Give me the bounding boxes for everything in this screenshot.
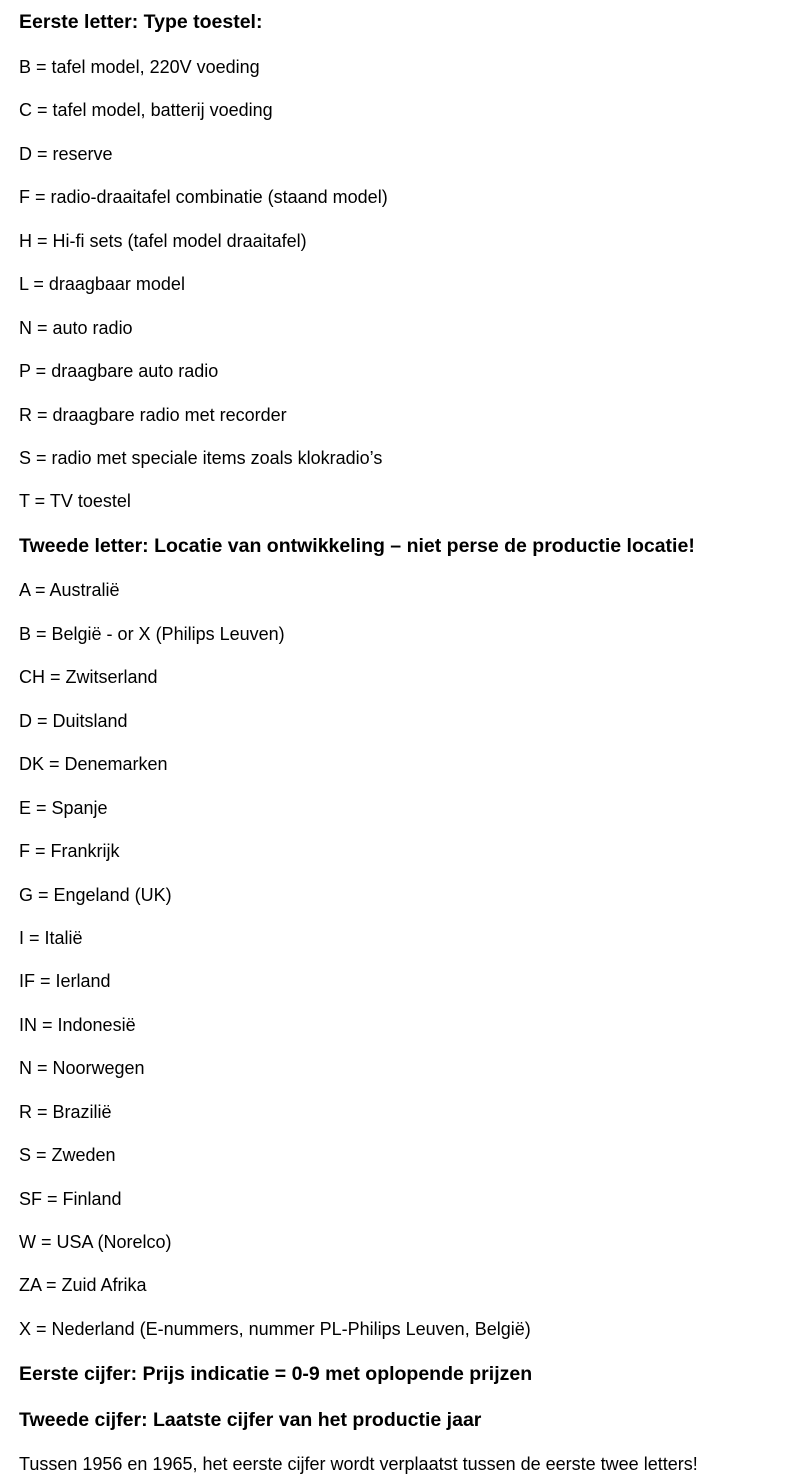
- list-item: R = draagbare radio met recorder: [19, 405, 287, 425]
- section-heading-eerste-cijfer: Eerste cijfer: Prijs indicatie = 0-9 met oplopende prijzen: [19, 1363, 533, 1385]
- list-item: H = Hi-fi sets (tafel model draaitafel): [19, 231, 307, 251]
- list-item: E = Spanje: [19, 798, 108, 818]
- section-heading-type-toestel: Eerste letter: Type toestel:: [19, 11, 263, 33]
- list-item: B = België - or X (Philips Leuven): [19, 624, 285, 644]
- list-item: F = radio-draaitafel combinatie (staand model): [19, 187, 388, 207]
- list-item: F = Frankrijk: [19, 841, 120, 861]
- list-item: I = Italië: [19, 928, 83, 948]
- list-item: DK = Denemarken: [19, 754, 168, 774]
- list-item: A = Australië: [19, 580, 120, 600]
- footnote: Tussen 1956 en 1965, het eerste cijfer wordt verplaatst tussen de eerste twee letters!: [19, 1454, 698, 1474]
- list-item: SF = Finland: [19, 1189, 122, 1209]
- list-item: ZA = Zuid Afrika: [19, 1275, 147, 1295]
- list-item: B = tafel model, 220V voeding: [19, 57, 260, 77]
- list-item: W = USA (Norelco): [19, 1232, 172, 1252]
- list-item: X = Nederland (E-nummers, nummer PL-Philips Leuven, België): [19, 1319, 531, 1339]
- list-item: IF = Ierland: [19, 971, 111, 991]
- list-item: P = draagbare auto radio: [19, 361, 219, 381]
- list-item: IN = Indonesië: [19, 1015, 136, 1035]
- list-item: N = auto radio: [19, 318, 133, 338]
- list-item: N = Noorwegen: [19, 1058, 145, 1078]
- list-item: L = draagbaar model: [19, 274, 185, 294]
- list-item: D = Duitsland: [19, 711, 128, 731]
- list-item: S = radio met speciale items zoals klokradio’s: [19, 448, 383, 468]
- section-heading-locatie: Tweede letter: Locatie van ontwikkeling – niet perse de productie locatie!: [19, 535, 695, 557]
- list-item: T = TV toestel: [19, 491, 131, 511]
- list-item: R = Brazilië: [19, 1102, 112, 1122]
- list-item: S = Zweden: [19, 1145, 116, 1165]
- section-heading-tweede-cijfer: Tweede cijfer: Laatste cijfer van het productie jaar: [19, 1409, 482, 1431]
- list-item: D = reserve: [19, 144, 113, 164]
- list-item: G = Engeland (UK): [19, 885, 172, 905]
- list-item: C = tafel model, batterij voeding: [19, 100, 273, 120]
- list-item: CH = Zwitserland: [19, 667, 158, 687]
